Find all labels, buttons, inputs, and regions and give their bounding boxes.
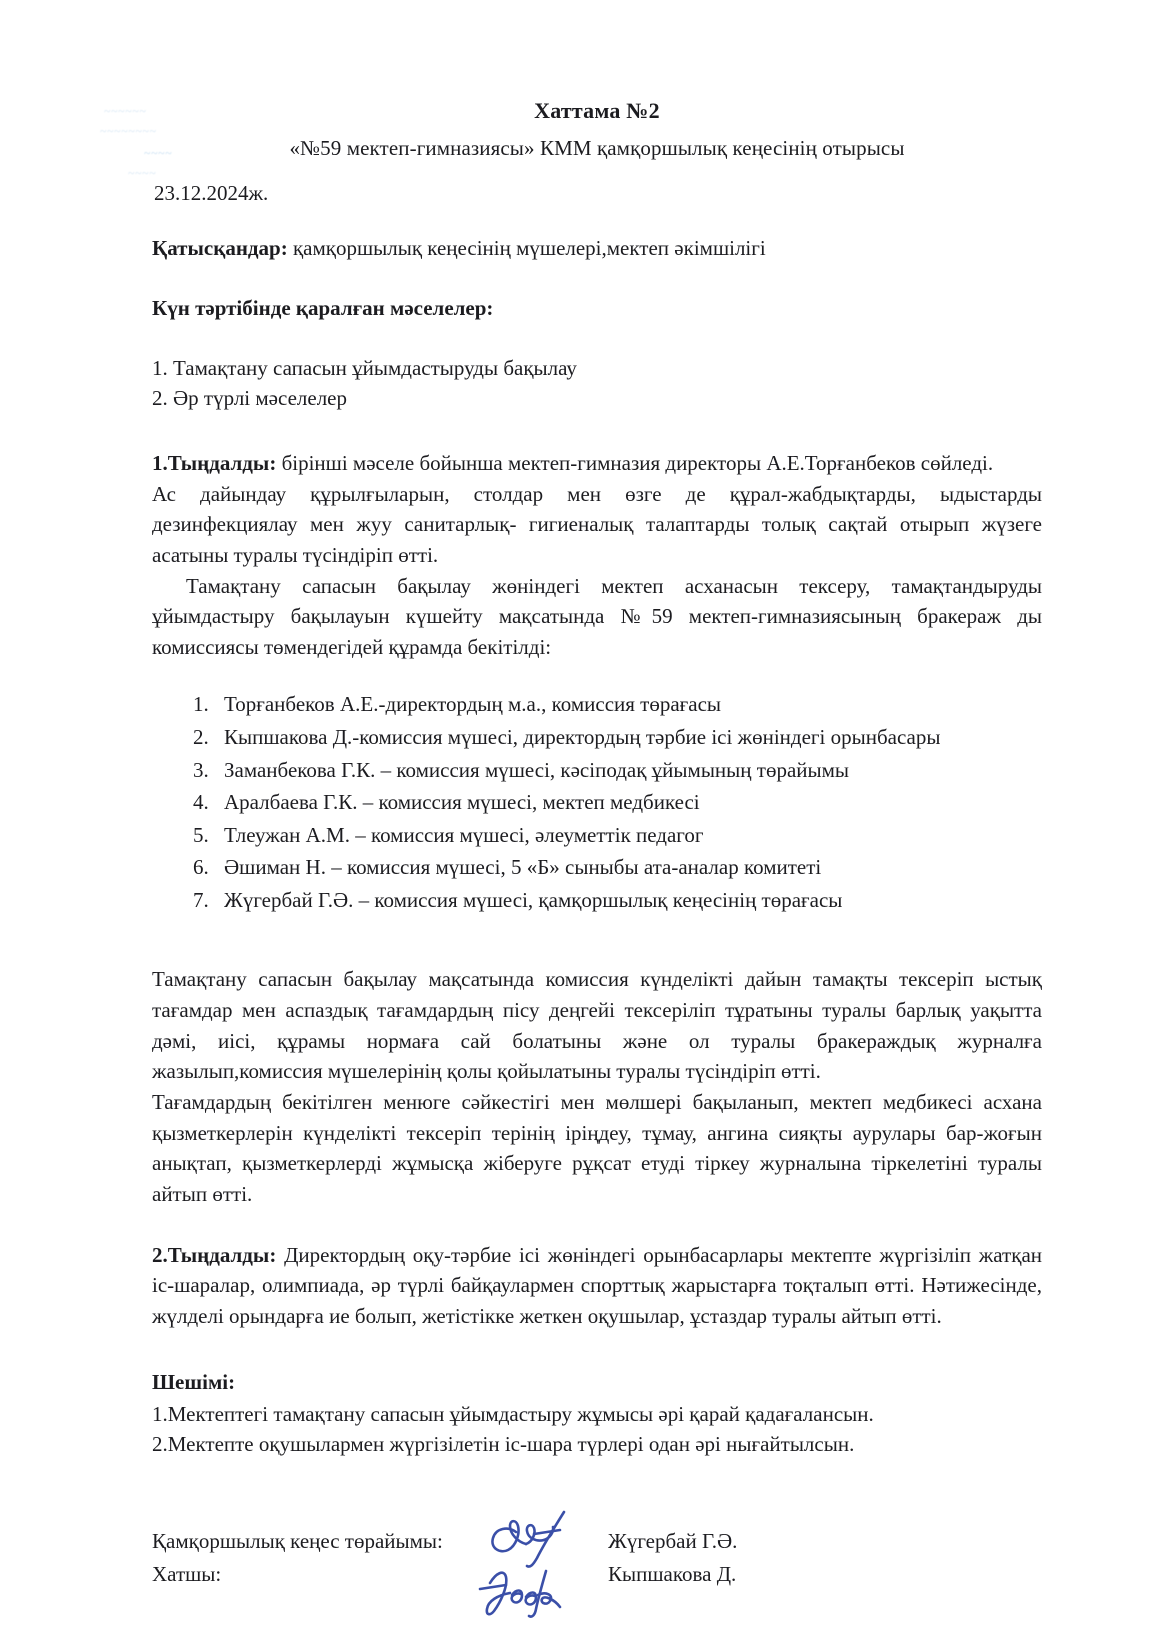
commission-members-list — [152, 688, 1042, 916]
document-date: 23.12.2024ж. — [154, 181, 269, 205]
item1-paragraph-3: Тамақтану сапасын бақылау мақсатында комиссия күнделікті дайын тамақты тексеріп ыстық тағамдар мен аспаздық тағамдардың пісу деңгейі тексеріліп тұратыны туралы барлық уақытта дәмі, иісі, құрамы нормаға сай болатыны және ол туралы бракераждық журналға жазылып,комиссия мүшелерінің қолы қойылатыны туралы түсіндіріп өтті. — [152, 967, 1042, 1084]
bleed-line-2: ~~~~~~~~ — [100, 124, 157, 138]
list-item: 1. Торғанбеков А.Е.-директордың м.а., комиссия төрағасы — [214, 688, 1042, 721]
item1-paragraph-2: Тамақтану сапасын бақылау жөніндегі мектеп асханасын тексеру, тамақтандыруды ұйымдастыру бақылауын күшейту мақсатында №59 мектеп-гимназиясының бракераж ды комиссиясы төмендегідей құрамда бекітілді: — [152, 573, 1042, 659]
decision-heading: Шешімі: — [152, 1369, 236, 1394]
agenda-heading: Күн тәртібінде қаралған мәселелер: — [152, 296, 494, 320]
item2-label: 2.Тыңдалды: — [152, 1242, 277, 1267]
agenda-list — [152, 353, 1042, 414]
item2-paragraph — [152, 1240, 1042, 1332]
list-item: 2. Кыпшакова Д.-комиссия мүшесі, директордың тәрбие ісі жөніндегі орынбасары — [214, 721, 1042, 754]
decision-item: 2.Мектепте оқушылармен жүргізілетін іс-шара түрлері одан әрі нығайтылсын. — [152, 1431, 855, 1456]
item1-label: 1.Тыңдалды: — [152, 450, 277, 475]
decision-list — [152, 1399, 1042, 1460]
list-item: 6. Әшиман Н. – комиссия мүшесі, 5 «Б» сыныбы ата-аналар комитеті — [214, 851, 1042, 884]
signature-row-secretary — [152, 1558, 1042, 1591]
item1-paragraph-1: Ас дайындау құрылғыларын, столдар мен өзге де құрал-жабдықтарды, ыдыстарды дезинфекциялау мен жуу санитарлық- гигиеналық талаптарды толық сақтай отырып жүзеге асатыны туралы түсіндіріп өтті. — [152, 481, 1042, 567]
signature-block — [152, 1525, 1042, 1590]
signature-role-label: Хатшы: — [152, 1561, 222, 1586]
list-item: 3. Заманбекова Г.К. – комиссия мүшесі, кәсіподақ ұйымының төрайымы — [214, 754, 1042, 787]
bleed-line-1: ~~~~~~ — [104, 104, 147, 118]
list-item: 7. Жүгербай Г.Ә. – комиссия мүшесі, қамқоршылық кеңесінің төрағасы — [214, 884, 1042, 917]
attendees-value: қамқоршылық кеңесінің мүшелері,мектеп әкімшілігі — [287, 236, 766, 260]
item1-intro-paragraph — [152, 448, 1042, 479]
agenda-item: 1. Тамақтану сапасын ұйымдастыруды бақылау — [152, 356, 577, 380]
signature-name: Жүгербай Г.Ә. — [608, 1529, 738, 1554]
signature-name: Кыпшакова Д. — [608, 1561, 737, 1586]
attendees-label: Қатысқандар: — [152, 236, 288, 260]
item1-paragraph-4: Тағамдардың бекітілген менюге сәйкестігі мен мөлшері бақыланып, мектеп медбикесі асхана қызметкерлерін күнделікті тексеріп терінің іріңдеу, тұмау, ангина сияқты аурулары бар-жоғын анықтап, қызметкерлерді жұмысқа жіберуге рұқсат етуді тіркеу журналына тіркелетіні туралы айтып өтті. — [152, 1089, 1042, 1206]
document-subtitle: «№59 мектеп-гимназиясы» КММ қамқоршылық кеңесінің отырысы — [289, 136, 905, 160]
document-body — [152, 0, 1042, 1590]
handwritten-signature-icon — [472, 1555, 582, 1625]
list-item: 4. Аралбаева Г.К. – комиссия мүшесі, мектеп медбикесі — [214, 786, 1042, 819]
signature-row-chairperson — [152, 1525, 1042, 1558]
item2-text: Директордың оқу-тәрбие ісі жөніндегі орынбасарлары мектепте жүргізіліп жатқан іс-шаралар, олимпиада, әр түрлі байқаулармен спорттық жарыстарға тоқталып өтті. Нәтижесінде, жүлделі орындарға ие болып, жетістікке жеткен оқушылар, ұстаздар туралы айтып өтті. — [152, 1242, 1042, 1328]
decision-item: 1.Мектептегі тамақтану сапасын ұйымдастыру жұмысы әрі қарай қадағалансын. — [152, 1401, 874, 1426]
signature-role-label: Қамқоршылық кеңес төрайымы: — [152, 1529, 443, 1554]
attendees-line — [152, 236, 1042, 261]
bleed-line-4: ~~~~ — [128, 166, 157, 180]
item1-intro-text: бірінші мәселе бойынша мектеп-гимназия директоры А.Е.Торғанбеков сөйледі. — [276, 450, 994, 475]
agenda-item: 2. Әр түрлі мәселелер — [152, 386, 347, 411]
list-item: 5. Тлеужан А.М. – комиссия мүшесі, әлеуметтік педагог — [214, 819, 1042, 852]
section-spacer — [152, 916, 1042, 964]
bleed-line-3: ~~~~ — [144, 146, 173, 160]
page-title: Хаттама №2 — [534, 98, 660, 123]
